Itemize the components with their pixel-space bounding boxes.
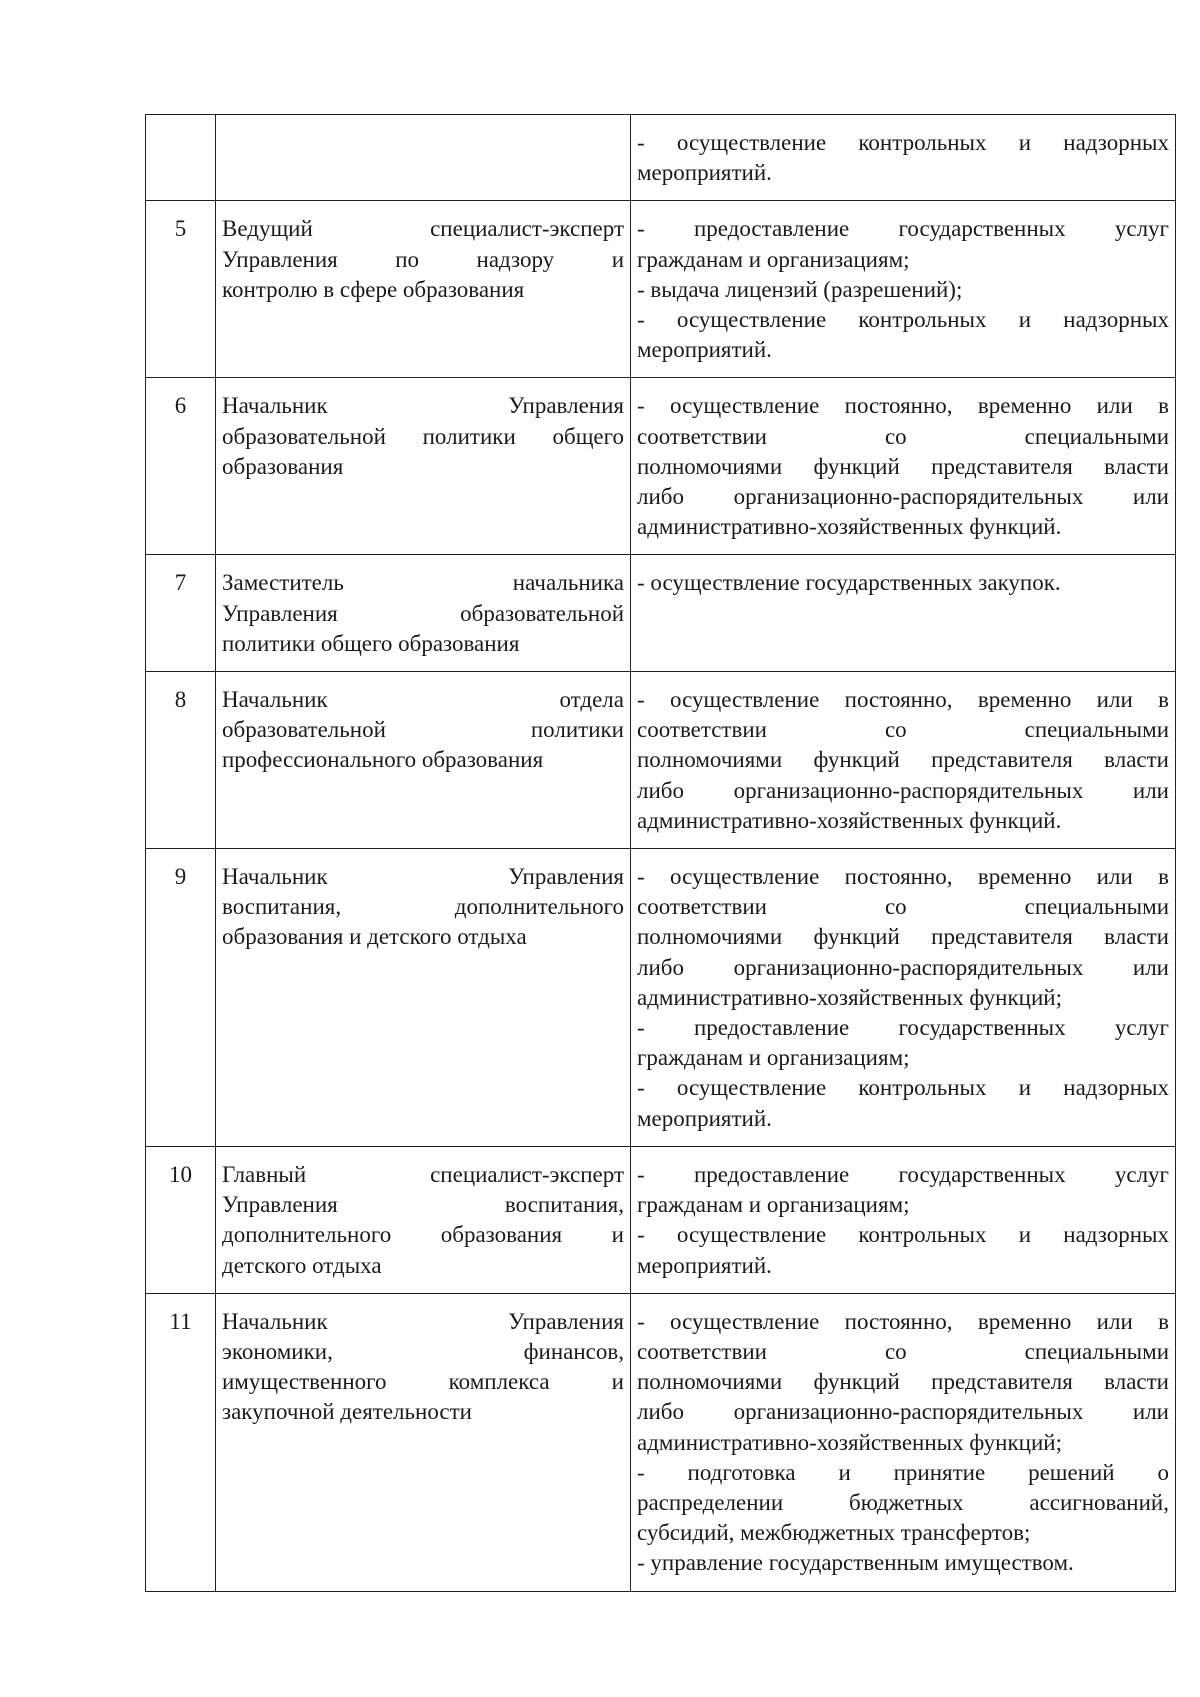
table-row	[146, 849, 1176, 1147]
function-line: либо организационно-распорядительных или	[637, 484, 1169, 510]
position-title-line: образования	[222, 453, 344, 479]
function-line: субсидий, межбюджетных трансфертов;	[637, 1520, 1031, 1546]
position-title-line: Начальник Управления	[222, 393, 624, 419]
function-line: гражданам и организациям;	[637, 1192, 910, 1218]
table-row	[146, 672, 1176, 849]
table-row	[146, 201, 1176, 378]
position-title-line: образовательной политики общего	[222, 423, 624, 449]
row-number: 7	[146, 555, 216, 672]
functions-cell	[631, 1146, 1176, 1293]
position-title-line: Ведущий специалист-эксперт	[222, 216, 624, 242]
position-title-cell	[216, 849, 631, 1147]
position-title-line: имущественного комплекса и	[222, 1369, 624, 1395]
function-line: - осуществление контрольных и надзорных	[637, 307, 1169, 333]
position-title-line: Главный специалист-эксперт	[222, 1161, 624, 1187]
function-line: - осуществление постоянно, временно или в	[637, 393, 1169, 419]
position-title-line: Управления образовательной	[222, 600, 624, 626]
function-line: распределении бюджетных ассигнований,	[637, 1489, 1169, 1515]
position-title-line: Начальник Управления	[222, 864, 624, 890]
function-line: либо организационно-распорядительных или	[637, 777, 1169, 803]
positions-table	[145, 114, 1176, 1592]
row-number	[146, 115, 216, 201]
position-title-line: политики общего образования	[222, 630, 520, 656]
function-line: мероприятий.	[637, 337, 772, 363]
position-title-line: Управления по надзору и	[222, 246, 624, 272]
function-line: гражданам и организациям;	[637, 1045, 910, 1071]
position-title-line: профессионального образования	[222, 747, 544, 773]
row-number: 8	[146, 672, 216, 849]
functions-cell	[631, 555, 1176, 672]
function-line: - осуществление постоянно, временно или в	[637, 864, 1169, 890]
position-title-line: закупочной деятельности	[222, 1399, 472, 1425]
function-line: - подготовка и принятие решений о	[637, 1459, 1169, 1485]
function-line: административно-хозяйственных функций;	[637, 1429, 1062, 1455]
row-number: 5	[146, 201, 216, 378]
row-number: 9	[146, 849, 216, 1147]
position-title-cell	[216, 378, 631, 555]
table-body	[146, 115, 1176, 1592]
position-title-line: экономики, финансов,	[222, 1338, 624, 1364]
row-number: 11	[146, 1293, 216, 1591]
position-title-cell	[216, 1146, 631, 1293]
row-number: 10	[146, 1146, 216, 1293]
function-line: полномочиями функций представителя власти	[637, 747, 1169, 773]
functions-cell	[631, 378, 1176, 555]
function-line: соответствии со специальными	[637, 1338, 1169, 1364]
function-line: соответствии со специальными	[637, 717, 1169, 743]
function-line: гражданам и организациям;	[637, 246, 910, 272]
function-line: - осуществление контрольных и надзорных	[637, 1075, 1169, 1101]
function-line: - осуществление постоянно, временно или в	[637, 687, 1169, 713]
functions-cell	[631, 115, 1176, 201]
function-line: мероприятий.	[637, 1105, 772, 1131]
position-title-cell	[216, 672, 631, 849]
function-line: мероприятий.	[637, 160, 772, 186]
function-line: - выдача лицензий (разрешений);	[637, 276, 963, 302]
function-line: полномочиями функций представителя власти	[637, 453, 1169, 479]
functions-cell	[631, 849, 1176, 1147]
function-line: либо организационно-распорядительных или	[637, 1399, 1169, 1425]
function-line: - предоставление государственных услуг	[637, 216, 1169, 242]
position-title-cell	[216, 201, 631, 378]
functions-cell	[631, 672, 1176, 849]
function-line: либо организационно-распорядительных или	[637, 954, 1169, 980]
functions-cell	[631, 201, 1176, 378]
function-line: административно-хозяйственных функций.	[637, 514, 1062, 540]
function-line: - осуществление контрольных и надзорных	[637, 130, 1169, 155]
position-title-line: Начальник отдела	[222, 687, 624, 713]
function-line: административно-хозяйственных функций;	[637, 984, 1062, 1010]
function-line: - осуществление постоянно, временно или в	[637, 1308, 1169, 1334]
position-title-cell	[216, 1293, 631, 1591]
position-title-cell	[216, 555, 631, 672]
function-line: - осуществление государственных закупок.	[637, 570, 1061, 596]
position-title-line: образования и детского отдыха	[222, 924, 527, 950]
position-title-line: Заместитель начальника	[222, 570, 624, 596]
position-title-line: контролю в сфере образования	[222, 276, 525, 302]
function-line: соответствии со специальными	[637, 423, 1169, 449]
position-title-line: Управления воспитания,	[222, 1192, 624, 1218]
row-number: 6	[146, 378, 216, 555]
position-title-line: образовательной политики	[222, 717, 624, 743]
position-title-line: воспитания, дополнительного	[222, 894, 624, 920]
functions-cell	[631, 1293, 1176, 1591]
table-row	[146, 555, 1176, 672]
function-line: соответствии со специальными	[637, 894, 1169, 920]
function-line: - осуществление контрольных и надзорных	[637, 1222, 1169, 1248]
table-row	[146, 115, 1176, 201]
function-line: - предоставление государственных услуг	[637, 1015, 1169, 1041]
function-line: - управление государственным имуществом.	[637, 1550, 1074, 1576]
function-line: мероприятий.	[637, 1252, 772, 1278]
table-row	[146, 1293, 1176, 1591]
position-title-cell	[216, 115, 631, 201]
function-line: полномочиями функций представителя власти	[637, 1369, 1169, 1395]
function-line: полномочиями функций представителя власти	[637, 924, 1169, 950]
position-title-line: дополнительного образования и	[222, 1222, 624, 1248]
table-row	[146, 378, 1176, 555]
function-line: - предоставление государственных услуг	[637, 1161, 1169, 1187]
table-row	[146, 1146, 1176, 1293]
position-title-line: Начальник Управления	[222, 1308, 624, 1334]
function-line: административно-хозяйственных функций.	[637, 807, 1062, 833]
position-title-line: детского отдыха	[222, 1252, 382, 1278]
